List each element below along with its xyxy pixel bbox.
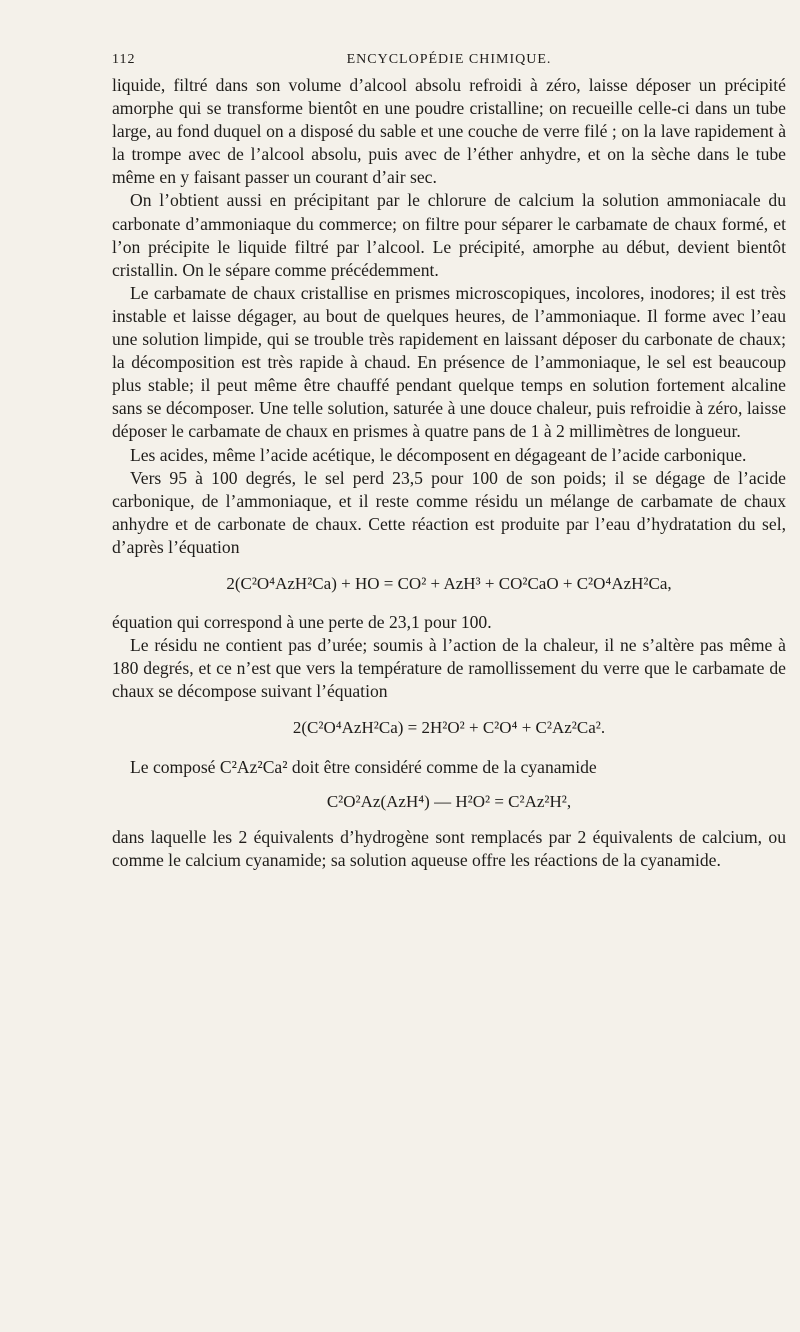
paragraph: Le carbamate de chaux cristallise en prismes microscopiques, incolores, inodores; il est très instable et laisse dégager, au bout de quelques heures, de l’ammoniaque. Il forme avec l’eau une solution limpide, qui se trouble très rapidement en laissant déposer du carbonate de chaux; la décomposition est très rapide à chaud. En présence de l’ammoniaque, le sel est beaucoup plus stable; il peut même être chauffé pendant quelque temps en solution fortement alcaline sans se décomposer. Une telle solution, saturée à une douce chaleur, puis refroidie à zéro, laisse déposer le carbamate de chaux en prismes à quatre pans de 1 à 2 millimètres de longueur. xyxy=(112,282,786,442)
paragraph: liquide, filtré dans son volume d’alcool absolu refroidi à zéro, laisse déposer un précipité amorphe qui se transforme bientôt en une poudre cristalline; on recueille celle-ci dans un tube large, au fond duquel on a disposé du sable et une couche de verre filé ; on la lave rapidement à la trompe avec de l’alcool absolu, puis avec de l’éther anhydre, et on la sèche dans le tube même en y faisant passer un courant d’air sec. xyxy=(112,75,786,188)
page-header xyxy=(112,52,786,74)
body-text xyxy=(112,74,786,872)
paragraph: dans laquelle les 2 équivalents d’hydrogène sont remplacés par 2 équivalents de calcium, ou comme le calcium cyanamide; sa solution aqueuse offre les réactions de la cyanamide. xyxy=(112,826,786,870)
equation: 2(C²O⁴AzH²Ca) = 2H²O² + C²O⁴ + C²Az²Ca². xyxy=(292,718,606,738)
paragraph: On l’obtient aussi en précipitant par le chlorure de calcium la solution ammoniacale du carbonate d’ammoniaque du commerce; on filtre pour séparer le carbamate de chaux formé, et l’on précipite le liquide filtré par l’alcool. Le précipité, amorphe au début, devient bientôt cristallin. On le sépare comme précédemment. xyxy=(112,190,786,280)
paragraph: équation qui correspond à une perte de 23,1 pour 100. xyxy=(112,612,492,633)
paragraph: Vers 95 à 100 degrés, le sel perd 23,5 pour 100 de son poids; il se dégage de l’acide carbonique, de l’ammoniaque, et il reste comme résidu un mélange de carbamate de chaux anhydre et de carbonate de chaux. Cette réaction est produite par l’eau d’hydratation du sel, d’après l’équation xyxy=(112,467,786,557)
equation: C²O²Az(AzH⁴) — H²O² = C²Az²H², xyxy=(326,791,572,811)
document-page xyxy=(112,52,786,872)
paragraph: Les acides, même l’acide acétique, le décomposent en dégageant de l’acide carbonique. xyxy=(130,444,747,465)
running-title: ENCYCLOPÉDIE CHIMIQUE. xyxy=(346,52,552,67)
paragraph: Le composé C²Az²Ca² doit être considéré comme de la cyanamide xyxy=(130,756,597,777)
paragraph: Le résidu ne contient pas d’urée; soumis à l’action de la chaleur, il ne s’altère pas même à 180 degrés, et ce n’est que vers la température de ramollissement du verre que le carbamate de chaux se décompose suivant l’équation xyxy=(112,635,786,702)
page-number: 112 xyxy=(112,52,136,67)
equation: 2(C²O⁴AzH²Ca) + HO = CO² + AzH³ + CO²CaO + C²O⁴AzH²Ca, xyxy=(226,573,672,593)
